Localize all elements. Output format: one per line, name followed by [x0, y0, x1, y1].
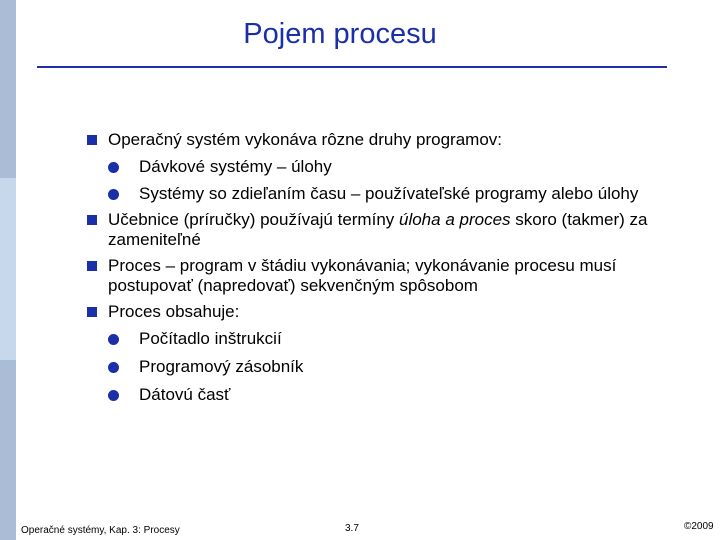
- bullet-text: Proces – program v štádiu vykonávania; vykonávanie procesu musí postupovať (napredovať) sekvenčným spôsobom: [108, 256, 617, 295]
- bullet-text: Proces obsahuje:: [108, 302, 240, 321]
- bullet-emphasis: úloha a proces: [399, 210, 511, 229]
- round-bullet-icon: [108, 162, 119, 173]
- square-bullet-icon: [87, 135, 97, 145]
- round-bullet-icon: [108, 362, 119, 373]
- square-bullet-icon: [87, 307, 97, 317]
- sub-bullet-text: Počítadlo inštrukcií: [139, 329, 282, 348]
- sub-bullet-item: [87, 157, 667, 177]
- bullet-text: skoro (takmer) za zameniteľné: [108, 210, 648, 249]
- bullet-item: [87, 210, 667, 250]
- slide-content: [87, 130, 667, 405]
- bullet-item: [87, 302, 667, 322]
- sub-bullet-text: Programový zásobník: [139, 357, 304, 376]
- round-bullet-icon: [108, 189, 119, 200]
- sub-bullet-item: [87, 357, 667, 377]
- sub-bullet-item: [87, 184, 667, 204]
- round-bullet-icon: [108, 334, 119, 345]
- side-bar: [0, 0, 16, 540]
- bullet-item: [87, 256, 667, 296]
- title-rule: [37, 66, 667, 68]
- sub-bullet-text: Systémy so zdieľaním času – používateľské programy alebo úlohy: [139, 184, 639, 203]
- slide-title: Pojem procesu: [243, 18, 437, 50]
- square-bullet-icon: [87, 215, 97, 225]
- bullet-text: Operačný systém vykonáva rôzne druhy programov:: [108, 130, 503, 149]
- square-bullet-icon: [87, 261, 97, 271]
- sub-bullet-text: Dávkové systémy – úlohy: [139, 157, 332, 176]
- sub-bullet-text: Dátovú časť: [139, 385, 231, 404]
- footer-page-number: 3.7: [345, 523, 359, 534]
- bullet-text: Učebnice (príručky) používajú termíny: [108, 210, 399, 229]
- sub-bullet-item: [87, 385, 667, 405]
- round-bullet-icon: [108, 390, 119, 401]
- footer-course: Operačné systémy, Kap. 3: Procesy: [21, 525, 180, 536]
- sub-bullet-item: [87, 329, 667, 349]
- footer-copyright: ©2009: [684, 521, 714, 532]
- bullet-item: [87, 130, 667, 150]
